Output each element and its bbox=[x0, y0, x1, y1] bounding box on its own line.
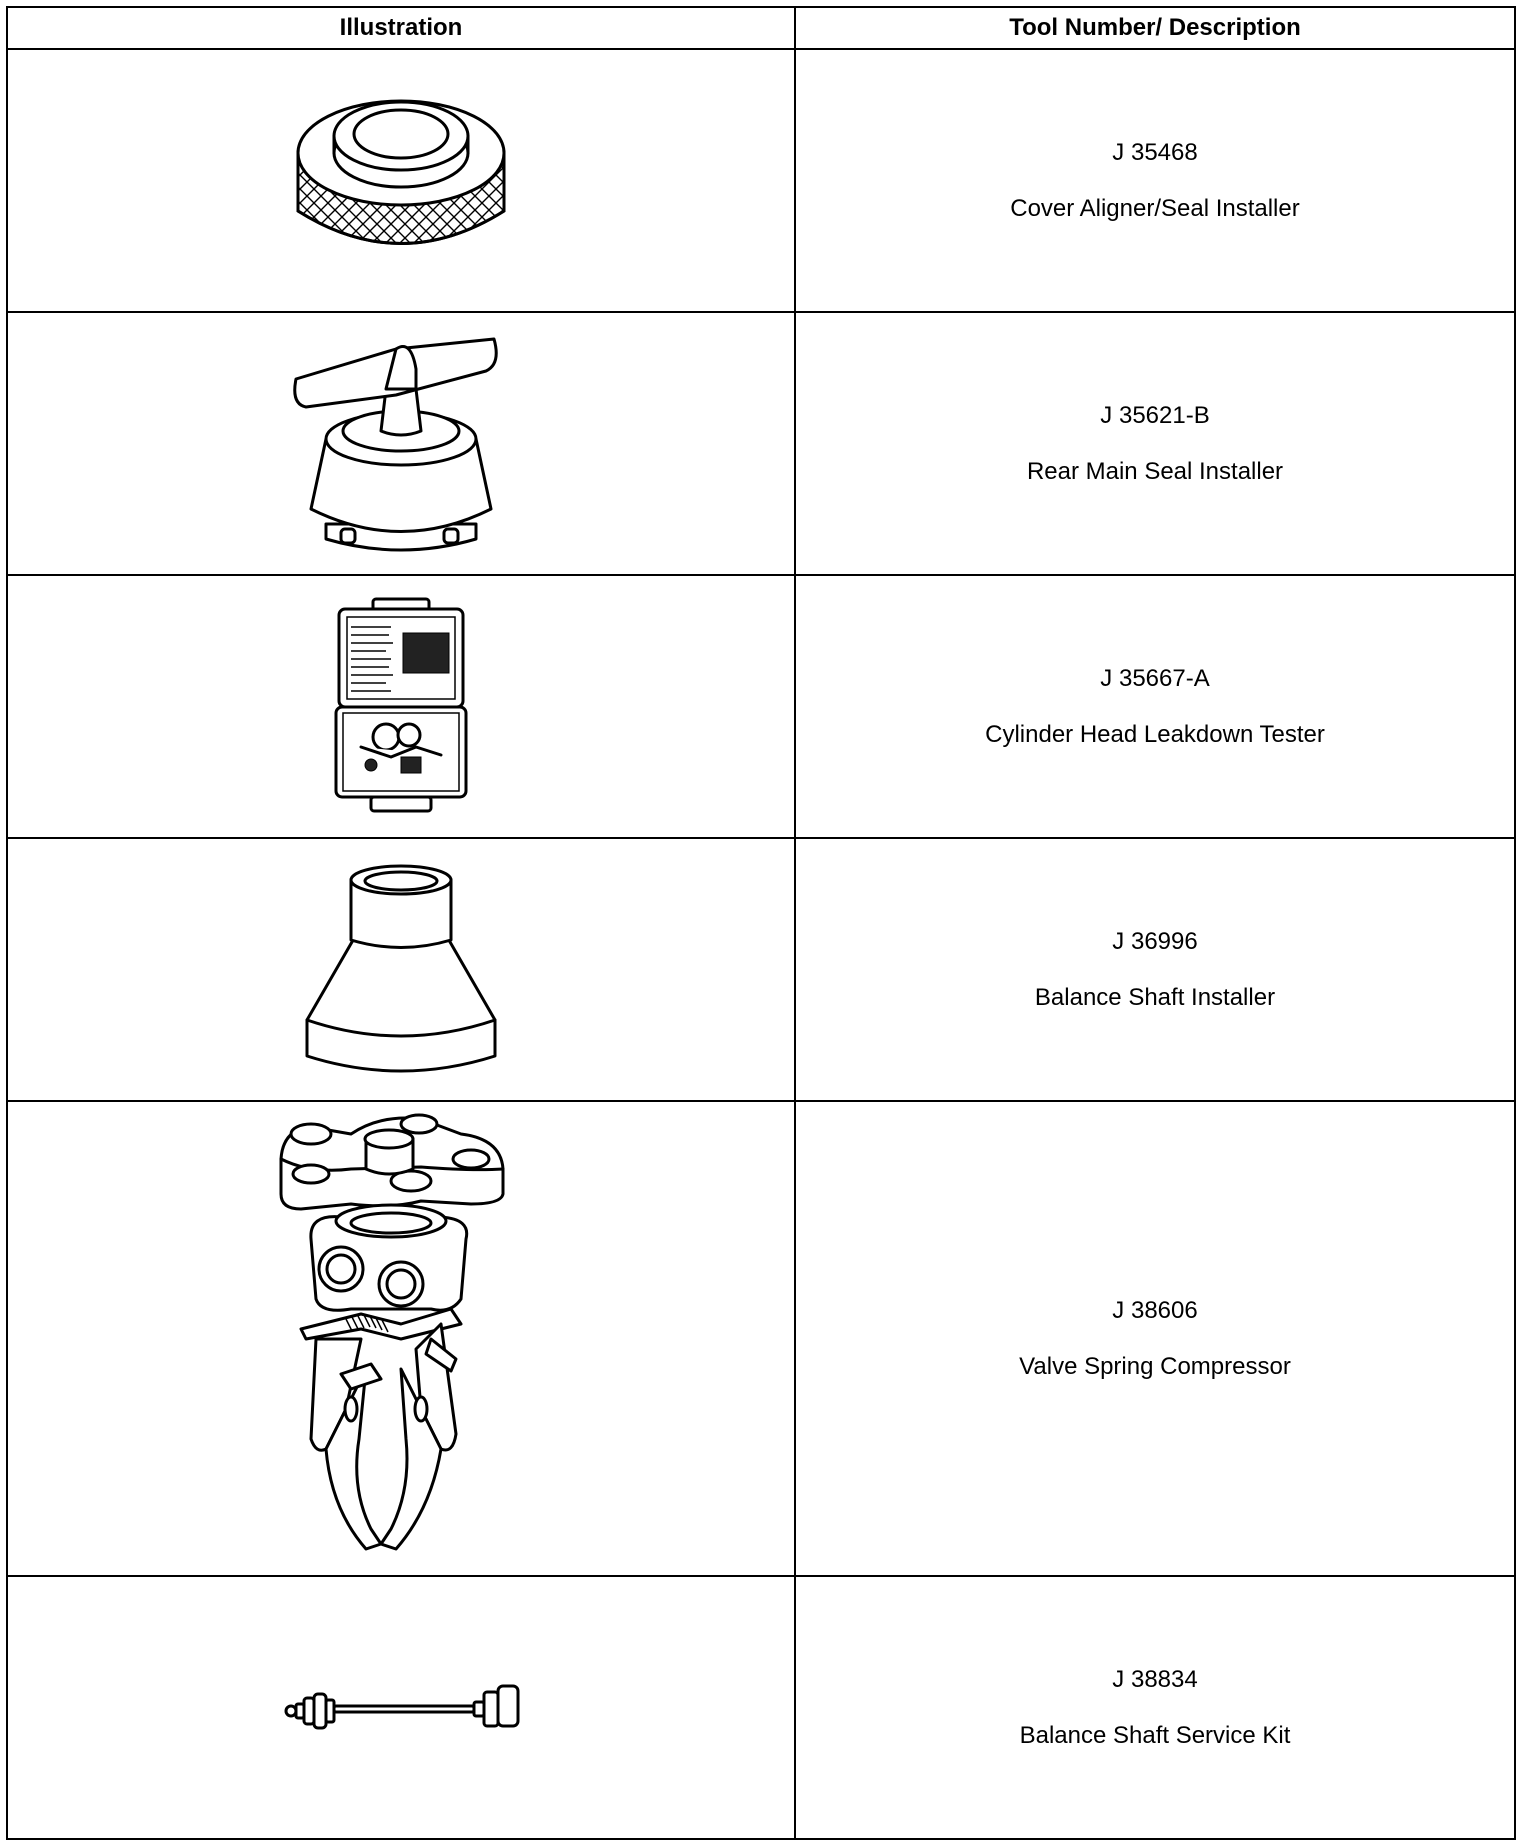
tool-description: Rear Main Seal Installer bbox=[1026, 457, 1284, 485]
balance-shaft-kit-icon bbox=[281, 1678, 521, 1738]
special-tools-table bbox=[6, 6, 1516, 1840]
illustration-cell bbox=[7, 575, 795, 838]
tool-description: Cover Aligner/Seal Installer bbox=[1010, 194, 1300, 222]
illustration-cell bbox=[7, 1576, 795, 1839]
tool-description-cell bbox=[795, 575, 1515, 838]
tool-number: J 36996 bbox=[1112, 927, 1198, 955]
table-row bbox=[7, 575, 1515, 838]
tool-description-cell bbox=[795, 49, 1515, 312]
tool-number: J 35621-B bbox=[1100, 401, 1210, 429]
tool-number: J 38834 bbox=[1112, 1665, 1198, 1693]
header-tool-description: Tool Number/ Description bbox=[795, 7, 1515, 49]
tool-description-cell bbox=[795, 1576, 1515, 1839]
table-row bbox=[7, 312, 1515, 575]
tool-description: Valve Spring Compressor bbox=[1019, 1352, 1291, 1380]
header-illustration: Illustration bbox=[7, 7, 795, 49]
table-row bbox=[7, 1101, 1515, 1576]
table-row bbox=[7, 1576, 1515, 1839]
table-row bbox=[7, 49, 1515, 312]
tool-description: Balance Shaft Service Kit bbox=[1019, 1721, 1291, 1749]
table-row bbox=[7, 838, 1515, 1101]
t-handle-seal-installer-icon bbox=[286, 329, 516, 559]
valve-spring-compressor-icon bbox=[271, 1109, 531, 1569]
tool-description-cell bbox=[795, 838, 1515, 1101]
tool-description: Balance Shaft Installer bbox=[1034, 983, 1276, 1011]
tool-number: J 35667-A bbox=[1100, 664, 1210, 692]
tool-description-cell bbox=[795, 312, 1515, 575]
cone-installer-icon bbox=[301, 860, 501, 1080]
tool-description-cell bbox=[795, 1101, 1515, 1576]
tool-number: J 35468 bbox=[1112, 138, 1198, 166]
illustration-cell bbox=[7, 838, 795, 1101]
tool-number: J 38606 bbox=[1112, 1296, 1198, 1324]
knurled-cover-aligner-icon bbox=[286, 91, 516, 271]
illustration-cell bbox=[7, 49, 795, 312]
tool-description: Cylinder Head Leakdown Tester bbox=[985, 720, 1325, 748]
header-row bbox=[7, 7, 1515, 49]
illustration-cell bbox=[7, 1101, 795, 1576]
leakdown-tester-case-icon bbox=[331, 597, 471, 817]
illustration-cell bbox=[7, 312, 795, 575]
